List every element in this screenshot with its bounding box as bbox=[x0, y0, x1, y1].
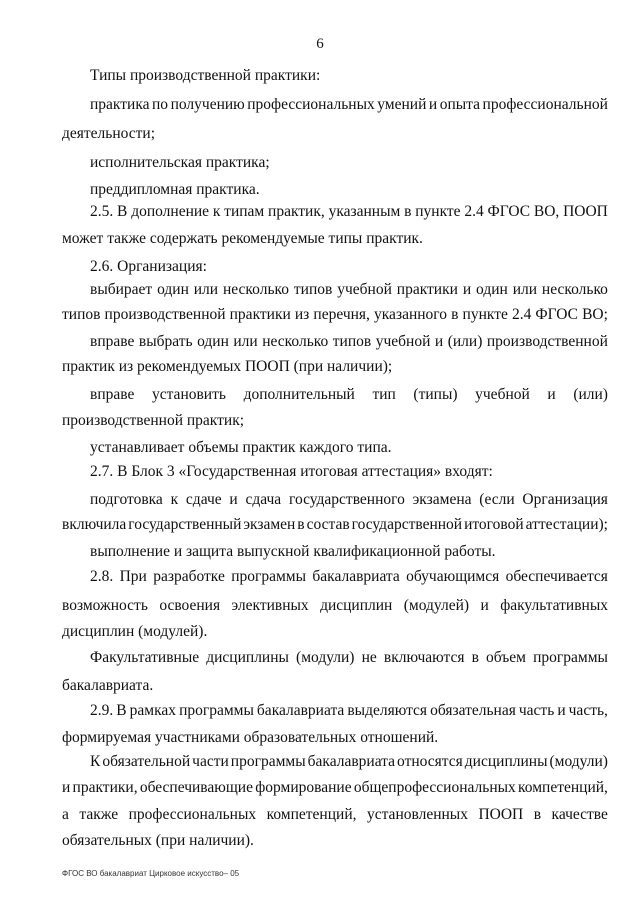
word: практика bbox=[90, 96, 150, 113]
word: программы bbox=[533, 649, 608, 666]
word: общепрофессиональных bbox=[353, 779, 516, 796]
word: практики bbox=[229, 306, 291, 323]
word: обязательной bbox=[102, 753, 191, 770]
word: обеспечивающие bbox=[139, 779, 253, 796]
word: установить bbox=[151, 386, 226, 403]
word: пункте bbox=[415, 203, 461, 220]
word: аттестации); bbox=[525, 516, 608, 533]
word: (типы) bbox=[413, 386, 458, 403]
word: экзамен bbox=[243, 516, 296, 533]
word: дисциплины bbox=[464, 753, 548, 770]
text-line bbox=[90, 281, 608, 299]
word: выбрать bbox=[138, 333, 193, 350]
text-line: устанавливает объемы практик каждого типа. bbox=[90, 439, 392, 456]
word: указанного bbox=[374, 306, 448, 323]
text-line: производственной практик; bbox=[62, 412, 245, 429]
word: подготовка bbox=[90, 491, 163, 508]
word: типов bbox=[62, 306, 101, 323]
word: один bbox=[476, 281, 508, 298]
word: и bbox=[480, 597, 489, 614]
text-line: 2.6. Организация: bbox=[90, 258, 207, 275]
word: При bbox=[119, 568, 147, 585]
word: компетенций, bbox=[518, 779, 608, 796]
word: типов bbox=[332, 333, 372, 350]
word: или bbox=[233, 333, 258, 350]
word: (если bbox=[479, 491, 515, 508]
word: по bbox=[152, 96, 169, 113]
text-line: выполнение и защита выпускной квалификационной работы. bbox=[90, 543, 496, 560]
word: также bbox=[79, 806, 119, 823]
word: в bbox=[404, 203, 412, 220]
word: дополнение bbox=[131, 203, 210, 220]
text-line bbox=[62, 806, 608, 824]
word: в bbox=[297, 516, 305, 533]
word: части bbox=[192, 753, 229, 770]
word: установленных bbox=[366, 806, 468, 823]
word: факультативных bbox=[500, 597, 608, 614]
word: формирование bbox=[255, 779, 352, 796]
text-line: деятельности; bbox=[62, 125, 156, 142]
word: в bbox=[451, 306, 459, 323]
word: учебной bbox=[337, 281, 392, 298]
word: ВО, bbox=[533, 203, 560, 220]
word: в bbox=[471, 649, 479, 666]
word: практики, bbox=[72, 779, 138, 796]
word: и bbox=[62, 779, 71, 796]
text-line bbox=[90, 333, 608, 351]
word: объем bbox=[486, 649, 526, 666]
word: типов bbox=[293, 281, 333, 298]
word: несколько bbox=[262, 333, 329, 350]
word: программы bbox=[230, 753, 306, 770]
word: несколько bbox=[541, 281, 608, 298]
word: 2.4 bbox=[464, 203, 484, 220]
text-line bbox=[62, 597, 608, 615]
word: сдача bbox=[245, 491, 282, 508]
text-line bbox=[62, 306, 608, 324]
word: итоговой bbox=[464, 516, 524, 533]
word: государственной bbox=[351, 516, 463, 533]
word: Факультативные bbox=[90, 649, 200, 666]
word: вправе bbox=[90, 386, 135, 403]
word: качестве bbox=[551, 806, 608, 823]
word: дополнительный bbox=[243, 386, 355, 403]
word: 2.5. bbox=[90, 203, 114, 220]
text-line bbox=[90, 96, 608, 114]
word: освоения bbox=[159, 597, 221, 614]
word: (модули) bbox=[549, 753, 608, 770]
word: элективных bbox=[231, 597, 309, 614]
word: пункте bbox=[462, 306, 508, 323]
word: получению bbox=[170, 96, 245, 113]
word: и bbox=[557, 702, 566, 719]
word: или bbox=[193, 281, 219, 298]
word: дисциплин bbox=[320, 597, 393, 614]
text-line: обязательных (при наличии). bbox=[62, 832, 254, 849]
text-line: исполнительская практика; bbox=[90, 154, 270, 171]
word: компетенций, bbox=[266, 806, 357, 823]
word: ФГОС bbox=[487, 203, 531, 220]
word: (модулей) bbox=[403, 597, 470, 614]
word: профессиональных bbox=[128, 806, 257, 823]
word: не bbox=[361, 649, 377, 666]
word: профессиональной bbox=[482, 96, 608, 113]
word: производственной bbox=[486, 333, 608, 350]
word: бакалавриата bbox=[307, 753, 396, 770]
text-line: практик из рекомендуемых ПООП (при наличии); bbox=[62, 358, 393, 375]
word: выбирает bbox=[90, 281, 153, 298]
word: разработке bbox=[153, 568, 225, 585]
word: экзамена bbox=[412, 491, 472, 508]
word: учебной bbox=[475, 386, 530, 403]
text-line: может также содержать рекомендуемые типы практик. bbox=[62, 230, 423, 247]
text-line bbox=[62, 516, 608, 534]
text-line bbox=[62, 779, 608, 797]
word: ВО; bbox=[582, 306, 608, 323]
word: часть bbox=[518, 702, 555, 719]
text-line bbox=[90, 649, 608, 667]
word: один bbox=[157, 281, 189, 298]
word: а bbox=[62, 806, 69, 823]
word: бакалавриата bbox=[256, 702, 345, 719]
word: (модули) bbox=[296, 649, 355, 666]
word: и bbox=[462, 281, 472, 298]
word: один bbox=[197, 333, 229, 350]
text-line bbox=[90, 491, 608, 509]
document-footer: ФГОС ВО бакалавриат Цирковое искусство– 05 bbox=[62, 869, 240, 878]
word: включаются bbox=[383, 649, 465, 666]
word: состав bbox=[306, 516, 350, 533]
word: и bbox=[547, 386, 556, 403]
word: производственной bbox=[104, 306, 226, 323]
text-line: 2.7. В Блок 3 «Государственная итоговая аттестация» входят: bbox=[90, 463, 493, 480]
word: 2.9. bbox=[90, 702, 114, 719]
word: практики bbox=[396, 281, 458, 298]
text-line bbox=[90, 568, 608, 586]
page-number: 6 bbox=[316, 36, 324, 52]
word: В bbox=[117, 203, 128, 220]
word: возможность bbox=[62, 597, 148, 614]
word: указанным bbox=[328, 203, 401, 220]
word: опыта bbox=[439, 96, 481, 113]
text-line: дисциплин (модулей). bbox=[62, 623, 208, 640]
word: К bbox=[90, 753, 101, 770]
word: типам bbox=[224, 203, 265, 220]
text-line bbox=[90, 702, 608, 720]
word: Организация bbox=[522, 491, 608, 508]
word: к bbox=[212, 203, 221, 220]
word: практик, bbox=[268, 203, 325, 220]
word: программы bbox=[231, 568, 307, 585]
word: вправе bbox=[90, 333, 135, 350]
text-line bbox=[90, 386, 608, 404]
word: относятся bbox=[397, 753, 463, 770]
word: (или) bbox=[573, 386, 608, 403]
word: сдаче bbox=[185, 491, 222, 508]
word: умений bbox=[377, 96, 427, 113]
word: 2.4 bbox=[511, 306, 532, 323]
word: в bbox=[533, 806, 542, 823]
word: дисциплины bbox=[206, 649, 289, 666]
word: профессиональных bbox=[247, 96, 375, 113]
word: часть, bbox=[568, 702, 608, 719]
text-line: формируемая участниками образовательных отношений. bbox=[62, 729, 439, 746]
word: тип bbox=[372, 386, 396, 403]
text-line: преддипломная практика. bbox=[90, 181, 260, 198]
word: из bbox=[294, 306, 310, 323]
word: 2.8. bbox=[90, 568, 114, 585]
word: программы bbox=[179, 702, 254, 719]
word: рамках bbox=[129, 702, 177, 719]
word: обеспечивается bbox=[505, 568, 608, 585]
word: В bbox=[116, 702, 127, 719]
word: ПООП bbox=[478, 806, 524, 823]
word: обучающимся bbox=[406, 568, 500, 585]
word: ФГОС bbox=[535, 306, 578, 323]
word: (или) bbox=[447, 333, 483, 350]
word: несколько bbox=[222, 281, 290, 298]
text-line: бакалавриата. bbox=[62, 677, 154, 694]
word: и bbox=[434, 333, 444, 350]
text-line: Типы производственной практики: bbox=[90, 67, 321, 84]
word: выделяются bbox=[347, 702, 428, 719]
word: или bbox=[512, 281, 538, 298]
word: перечня, bbox=[313, 306, 370, 323]
word: и bbox=[229, 491, 238, 508]
text-line bbox=[90, 203, 608, 221]
word: государственный bbox=[128, 516, 242, 533]
word: бакалавриата bbox=[312, 568, 400, 585]
word: включила bbox=[62, 516, 127, 533]
word: и bbox=[428, 96, 438, 113]
text-line bbox=[90, 753, 608, 771]
word: государственного bbox=[288, 491, 405, 508]
word: к bbox=[170, 491, 179, 508]
word: учебной bbox=[375, 333, 431, 350]
word: ПООП bbox=[563, 203, 608, 220]
word: обязательная bbox=[430, 702, 516, 719]
